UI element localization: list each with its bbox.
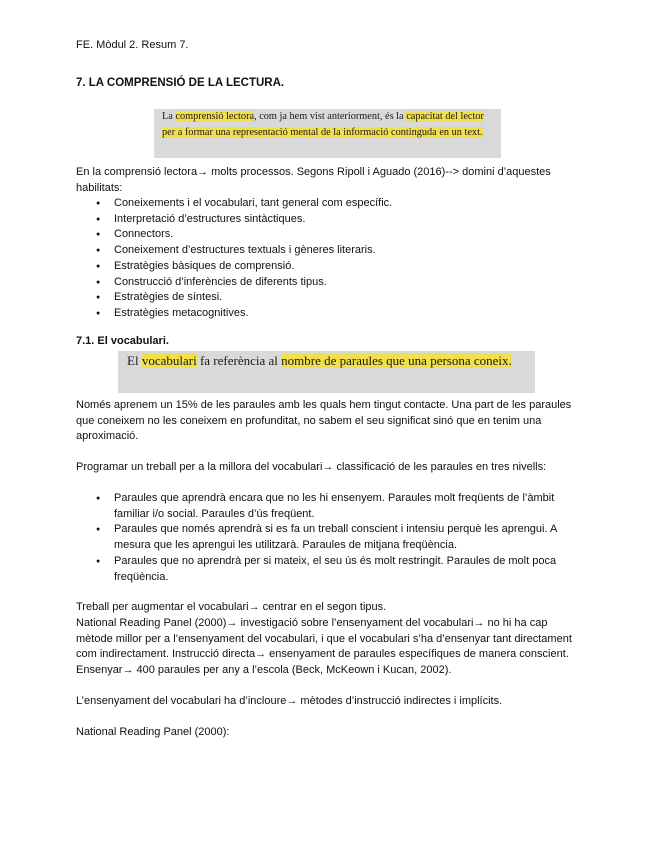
paragraph-vocabulary-learning: Només aprenem un 15% de les paraules amb les quals hem tingut contacte. Una part de les paraules que coneixem no les coneixem en profunditat, no sabem el seu significat sinó que en tenim una aproximació.	[76, 399, 572, 443]
intro-paragraph: En la comprensió lectora→ molts processos. Segons Ripoll i Aguado (2016)--> domini d’aquestes habilitats:	[76, 166, 551, 194]
quote1-text-1: La	[162, 111, 176, 122]
paragraph-nrp-heading: National Reading Panel (2000):	[76, 726, 230, 738]
scanned-quote-comprehension	[154, 109, 501, 158]
paragraph-classification: Programar un treball per a la millora del vocabulari→ classificació de les paraules en tres nivells:	[76, 461, 547, 473]
skills-list-item: ● Estratègies de síntesi.	[76, 290, 392, 306]
skills-list-item: ● Construcció d’inferències de diferents tipus.	[76, 275, 392, 291]
levels-list-item: ● Paraules que no aprendrà per si mateix, el seu ús és molt restringit. Paraules de molt poca freqüència.	[76, 554, 568, 585]
skills-list-item: ● Coneixement d’estructures textuals i gèneres literaris.	[76, 243, 392, 259]
skills-list-item: ● Interpretació d’estructures sintàctiques.	[76, 212, 392, 228]
levels-list	[76, 491, 568, 585]
quote2-highlight-1: vocabulari	[141, 353, 197, 368]
quote1-highlight-2: capacitat del lector per a formar una representació mental de la informació continguda en un text.	[162, 111, 484, 138]
subsection-title: 7.1. El vocabulari.	[76, 335, 169, 347]
quote2-text-2: fa referència al	[196, 353, 282, 368]
paragraph-nrp-research: National Reading Panel (2000)→ investigació sobre l’ensenyament del vocabulari→ no hi ha cap mètode millor per a l’ensenyament del vocabulari, i que el vocabulari s’ha d’ensenyar tant directament com indirectament. Instrucció directa→ ensenyament de paraules específiques de manera conscient. Ensenyar→ 400 paraules per any a l’escola (Beck, McKeown i Kucan, 2002).	[76, 617, 572, 677]
skills-list-item: ● Estratègies bàsiques de comprensió.	[76, 259, 392, 275]
scanned-quote-vocabulary	[118, 351, 535, 393]
skills-list	[76, 196, 392, 322]
paragraph-teaching-methods: L’ensenyament del vocabulari ha d’incloure→ mètodes d’instrucció indirectes i implícits.	[76, 695, 503, 707]
levels-list-item: ● Paraules que aprendrà encara que no les hi ensenyem. Paraules molt freqüents de l’àmbit familiar i/o social. Paraules d’ús freqüent.	[76, 491, 568, 522]
paragraph-second-type: Treball per augmentar el vocabulari→ centrar en el segon tipus.	[76, 601, 387, 613]
quote1-text-2: , com ja hem vist anteriorment, és la	[254, 111, 407, 122]
quote2-text-1: El	[127, 353, 142, 368]
section-title: 7. LA COMPRENSIÓ DE LA LECTURA.	[76, 77, 285, 89]
skills-list-item: ● Connectors.	[76, 227, 392, 243]
skills-list-item: ● Estratègies metacognitives.	[76, 306, 392, 322]
page-header: FE. Mòdul 2. Resum 7.	[76, 39, 189, 51]
quote2-highlight-2: nombre de paraules que una persona coneix.	[281, 353, 512, 368]
skills-list-item: ● Coneixements i el vocabulari, tant general com específic.	[76, 196, 392, 212]
levels-list-item: ● Paraules que només aprendrà si es fa un treball conscient i intensiu perquè les aprengui. A mesura que les aprengui les utilitzarà. Paraules de mitjana freqüència.	[76, 522, 568, 553]
quote1-highlight-1: comprensió lectora	[175, 111, 255, 122]
